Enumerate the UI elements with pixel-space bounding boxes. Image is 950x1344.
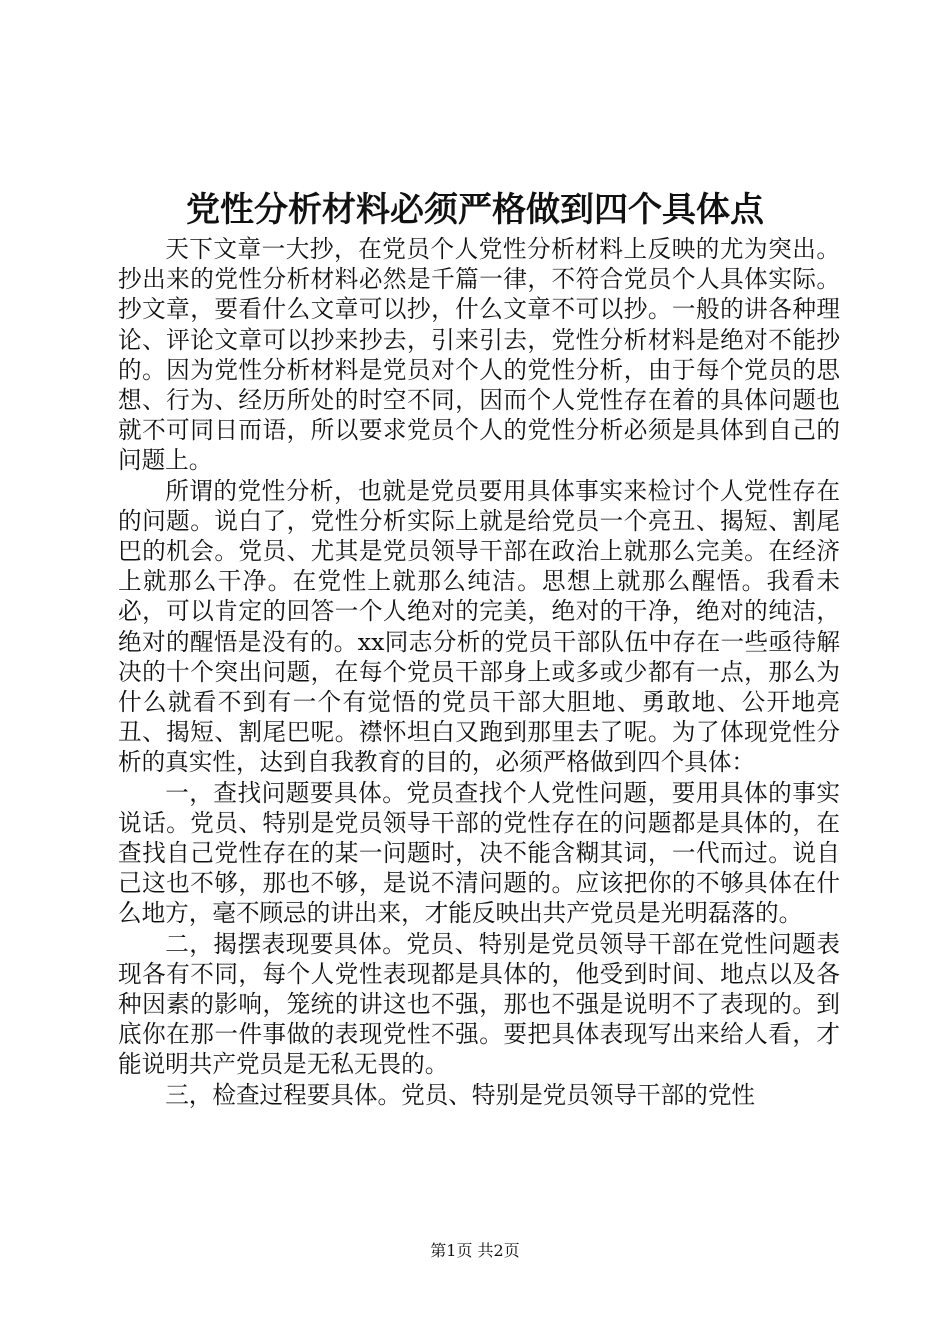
paragraph-1: 天下文章一大抄，在党员个人党性分析材料上反映的尤为突出。抄出来的党性分析材料必然是千篇一律，不符合党员个人具体实际。抄文章，要看什么文章可以抄，什么文章不可以抄。一般的讲各种理论、评论文章可以抄来抄去，引来引去，党性分析材料是绝对不能抄的。因为党性分析材料是党员对个人的党性分析，由于每个党员的思想、行为、经历所处的时空不同，因而个人党性存在着的具体问题也就不可同日而语，所以要求党员个人的党性分析必须是具体到自己的问题上。 [118, 235, 840, 475]
paragraph-5: 三，检查过程要具体。党员、特别是党员领导干部的党性 [165, 1080, 756, 1109]
document-title: 党性分析材料必须严格做到四个具体点 [186, 190, 764, 230]
paragraph-4: 二，揭摆表现要具体。党员、特别是党员领导干部在党性问题表现各有不同，每个人党性表现都是具体的，他受到时间、地点以及各种因素的影响，笼统的讲这也不强，那也不强是说明不了表现的。到底你在那一件事做的表现党性不强。要把具体表现写出来给人看，才能说明共产党员是无私无畏的。 [118, 929, 840, 1079]
page-footer: 第1页 共2页 [430, 1241, 520, 1260]
paragraph-3: 一，查找问题要具体。党员查找个人党性问题，要用具体的事实说话。党员、特别是党员领导干部的党性存在的问题都是具体的，在查找自己党性存在的某一问题时，决不能含糊其词，一代而过。说自己这也不够，那也不够，是说不清问题的。应该把你的不够具体在什么地方，毫不顾忌的讲出来，才能反映出共产党员是光明磊落的。 [118, 778, 840, 928]
document-body [118, 234, 840, 1110]
paragraph-2: 所谓的党性分析，也就是党员要用具体事实来检讨个人党性存在的问题。说白了，党性分析实际上就是给党员一个亮丑、揭短、割尾巴的机会。党员、尤其是党员领导干部在政治上就那么完美。在经济上就那么干净。在党性上就那么纯洁。思想上就那么醒悟。我看未必，可以肯定的回答一个人绝对的完美，绝对的干净，绝对的纯洁，绝对的醒悟是没有的。xx同志分析的党员干部队伍中存在一些亟待解决的十个突出问题，在每个党员干部身上或多或少都有一点，那么为什么就看不到有一个有觉悟的党员干部大胆地、勇敢地、公开地亮丑、揭短、割尾巴呢。襟怀坦白又跑到那里去了呢。为了体现党性分析的真实性，达到自我教育的目的，必须严格做到四个具体： [118, 476, 840, 777]
